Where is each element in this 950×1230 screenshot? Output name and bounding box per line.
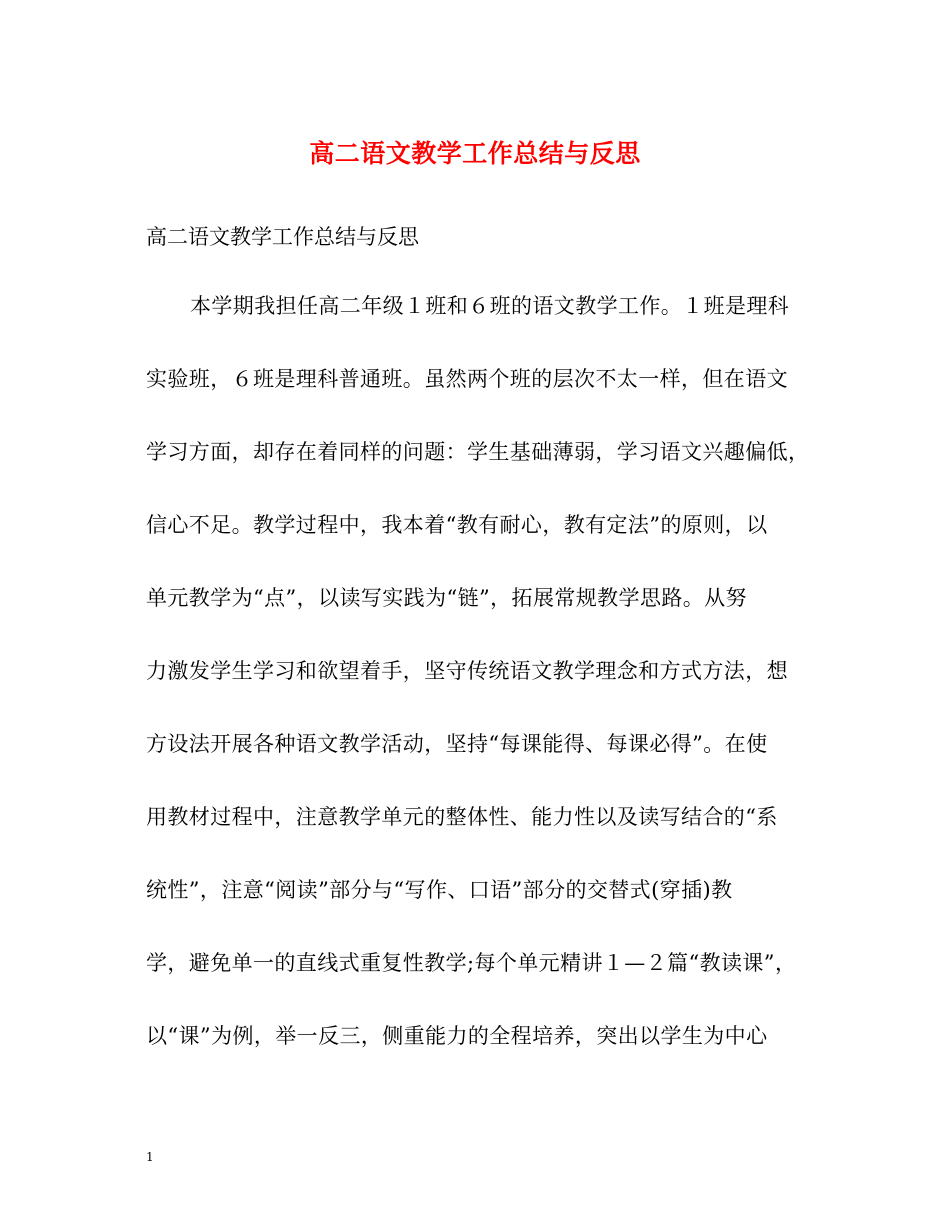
page-number: 1 bbox=[146, 1150, 154, 1164]
body-line-3: 学习方面，却存在着同样的问题：学生基础薄弱，学习语文兴趣偏低， bbox=[146, 440, 810, 464]
body-line-8: 用教材过程中，注意教学单元的整体性、能力性以及读写结合的“系 bbox=[146, 805, 778, 829]
document-title: 高二语文教学工作总结与反思 bbox=[309, 139, 641, 168]
body-line-7: 方设法开展各种语文教学活动，坚持“每课能得、每课必得”。在使 bbox=[146, 732, 768, 756]
body-line-1: 本学期我担任高二年级１班和６班的语文教学工作。１班是理科 bbox=[190, 294, 790, 318]
body-line-6: 力激发学生学习和欲望着手，坚守传统语文教学理念和方式方法，想 bbox=[146, 659, 788, 683]
body-line-2: 实验班，６班是理科普通班。虽然两个班的层次不太一样，但在语文 bbox=[146, 367, 788, 391]
body-line-5: 单元教学为“点”，以读写实践为“链”，拓展常规教学思路。从努 bbox=[146, 586, 747, 610]
document-subtitle: 高二语文教学工作总结与反思 bbox=[146, 225, 419, 249]
body-line-11: 以“课”为例，举一反三，侧重能力的全程培养，突出以学生为中心 bbox=[146, 1024, 768, 1048]
body-line-10: 学，避免单一的直线式重复性教学;每个单元精讲１—２篇“教读课”， bbox=[146, 951, 797, 975]
body-line-4: 信心不足。教学过程中，我本着“教有耐心，教有定法”的原则，以 bbox=[146, 513, 768, 537]
body-line-9: 统性”，注意“阅读”部分与“写作、口语”部分的交替式(穿插)教 bbox=[146, 878, 733, 902]
